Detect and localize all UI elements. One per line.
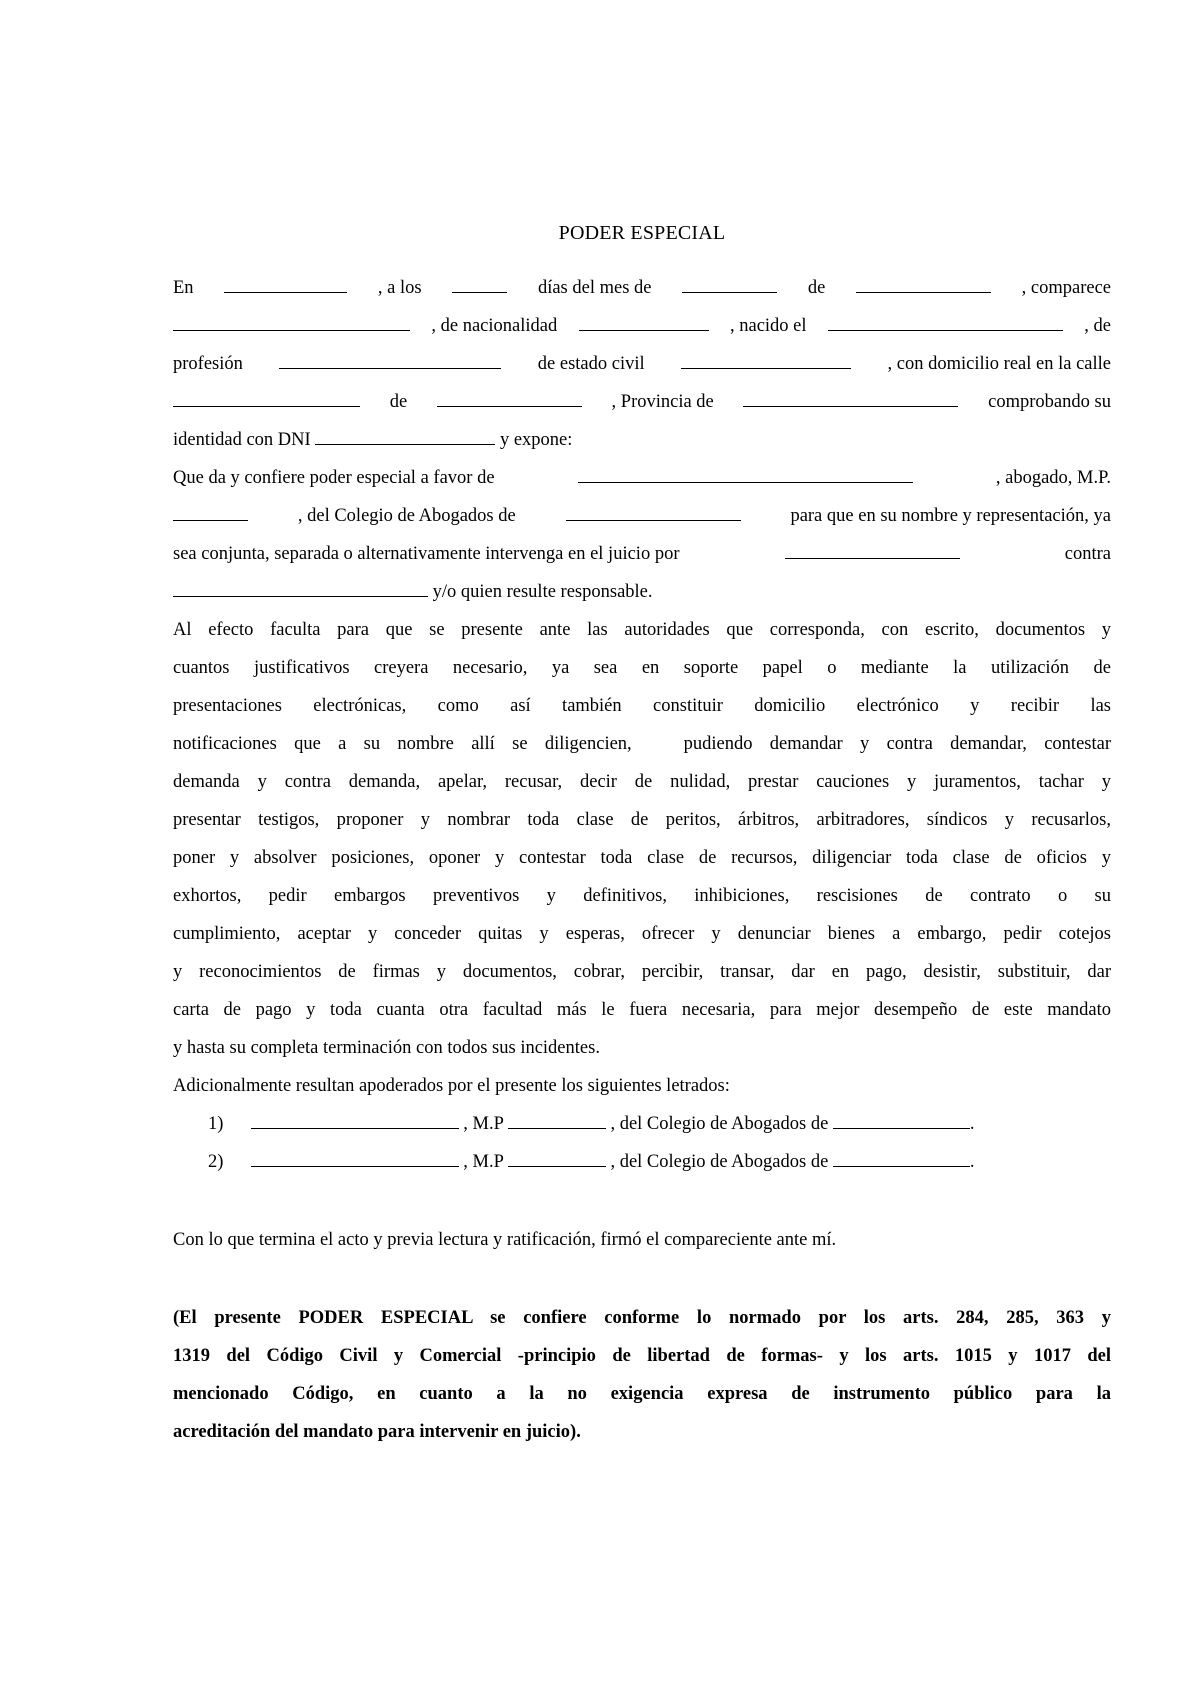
text-segment: En [173, 278, 194, 298]
faculties-line: cuantos justificativos creyera necesario, ya sea en soporte papel o mediante la utilización de [173, 658, 1111, 678]
closing-statement: Con lo que termina el acto y previa lectura y ratificación, firmó el compareciente ante mí. [173, 1230, 837, 1250]
blank-year[interactable] [856, 276, 991, 293]
faculties-line: Al efecto faculta para que se presente ante las autoridades que corresponda, con escrito, documentos y [173, 620, 1111, 640]
list-number: 1) [208, 1114, 224, 1134]
blank-mp[interactable] [173, 504, 248, 521]
blank-attorney-mp[interactable] [508, 1150, 606, 1167]
paragraph-1-line-5 [173, 428, 572, 452]
text-segment: contra [1064, 544, 1111, 564]
text-segment: , abogado, M.P. [995, 468, 1111, 488]
blank-attorney[interactable] [578, 466, 913, 483]
faculties-line: presentar testigos, proponer y nombrar toda clase de peritos, árbitros, arbitradores, síndicos y recusarlos, [173, 810, 1111, 830]
text-segment: . [969, 1114, 975, 1134]
list-number: 2) [208, 1152, 224, 1172]
paragraph-2-line-1 [173, 466, 1111, 490]
paragraph-1-line-3 [173, 352, 1111, 376]
text-segment: , a los [377, 278, 422, 298]
attorney-list-item [208, 1112, 975, 1136]
legal-note-line: (El presente PODER ESPECIAL se confiere conforme lo normado por los arts. 284, 285, 363 y [173, 1308, 1111, 1328]
paragraph-1-line-1 [173, 276, 1111, 300]
faculties-line: presentaciones electrónicas, como así también constituir domicilio electrónico y recibir las [173, 696, 1111, 716]
blank-month[interactable] [682, 276, 777, 293]
blank-locality[interactable] [437, 390, 582, 407]
additional-attorneys-intro: Adicionalmente resultan apoderados por el presente los siguientes letrados: [173, 1076, 730, 1096]
legal-note-line: mencionado Código, en cuanto a la no exigencia expresa de instrumento público para la [173, 1384, 1111, 1404]
document-title: PODER ESPECIAL [558, 222, 726, 244]
faculties-line: cumplimiento, aceptar y conceder quitas y esperas, ofrecer y denunciar bienes a embargo, pedir cotejos [173, 924, 1111, 944]
text-segment: , M.P [463, 1152, 504, 1172]
paragraph-2-line-4 [173, 580, 653, 604]
paragraph-1-line-4 [173, 390, 1111, 414]
blank-attorney-name[interactable] [251, 1150, 459, 1167]
text-segment: profesión [173, 354, 243, 374]
faculties-line: notificaciones que a su nombre allí se diligencien, pudiendo demandar y contra demandar, contestar [173, 734, 1111, 754]
blank-nationality[interactable] [579, 314, 709, 331]
legal-note-line: acreditación del mandato para intervenir en juicio). [173, 1422, 581, 1442]
blank-attorney-colegio[interactable] [833, 1150, 970, 1167]
blank-city[interactable] [224, 276, 347, 293]
text-segment: , comparece [1021, 278, 1111, 298]
faculties-line: exhortos, pedir embargos preventivos y definitivos, inhibiciones, rescisiones de contrato o su [173, 886, 1111, 906]
blank-civil-status[interactable] [681, 352, 851, 369]
blank-street[interactable] [173, 390, 360, 407]
legal-note-line: 1319 del Código Civil y Comercial -principio de libertad de formas- y los arts. 1015 y 1017 del [173, 1346, 1111, 1366]
blank-attorney-mp[interactable] [508, 1112, 606, 1129]
faculties-line: carta de pago y toda cuanta otra facultad más le fuera necesaria, para mejor desempeño de este mandato [173, 1000, 1111, 1020]
text-segment: sea conjunta, separada o alternativamente intervenga en el juicio por [173, 544, 680, 564]
text-segment: de [389, 392, 408, 412]
text-segment: , M.P [463, 1114, 504, 1134]
blank-colegio[interactable] [566, 504, 741, 521]
text-segment: para que en su nombre y representación, ya [790, 506, 1111, 526]
blank-province[interactable] [743, 390, 958, 407]
text-segment: Que da y confiere poder especial a favor de [173, 468, 495, 488]
text-segment: días del mes de [537, 278, 652, 298]
blank-attorney-name[interactable] [251, 1112, 459, 1129]
text-segment: , nacido el [729, 316, 807, 336]
blank-day[interactable] [452, 276, 507, 293]
text-segment: , Provincia de [611, 392, 714, 412]
faculties-line: y hasta su completa terminación con todos sus incidentes. [173, 1038, 600, 1058]
blank-dni[interactable] [315, 428, 495, 445]
text-segment: , de nacionalidad [431, 316, 558, 336]
faculties-line: poner y absolver posiciones, oponer y contestar toda clase de recursos, diligenciar toda clase de oficios y [173, 848, 1111, 868]
blank-attorney-colegio[interactable] [833, 1112, 970, 1129]
text-segment: , con domicilio real en la calle [887, 354, 1111, 374]
text-segment: de [807, 278, 826, 298]
text-segment: y/o quien resulte responsable. [432, 582, 653, 602]
text-segment: y expone: [499, 430, 573, 450]
faculties-line: y reconocimientos de firmas y documentos, cobrar, percibir, transar, dar en pago, desistir, substituir, dar [173, 962, 1111, 982]
blank-defendant[interactable] [173, 580, 428, 597]
text-segment: . [969, 1152, 975, 1172]
blank-name[interactable] [173, 314, 410, 331]
text-segment: , del Colegio de Abogados de [297, 506, 516, 526]
faculties-line: demanda y contra demanda, apelar, recusar, decir de nulidad, prestar cauciones y juramentos, tachar y [173, 772, 1111, 792]
text-segment: , del Colegio de Abogados de [610, 1114, 829, 1134]
paragraph-2-line-2 [173, 504, 1111, 528]
attorney-list-item [208, 1150, 975, 1174]
paragraph-1-line-2 [173, 314, 1111, 338]
blank-profession[interactable] [279, 352, 501, 369]
text-segment: identidad con DNI [173, 430, 311, 450]
text-segment: de estado civil [537, 354, 645, 374]
blank-case[interactable] [785, 542, 960, 559]
text-segment: , de [1084, 316, 1111, 336]
paragraph-2-line-3 [173, 542, 1111, 566]
text-segment: , del Colegio de Abogados de [610, 1152, 829, 1172]
text-segment: comprobando su [988, 392, 1111, 412]
blank-birth[interactable] [828, 314, 1063, 331]
